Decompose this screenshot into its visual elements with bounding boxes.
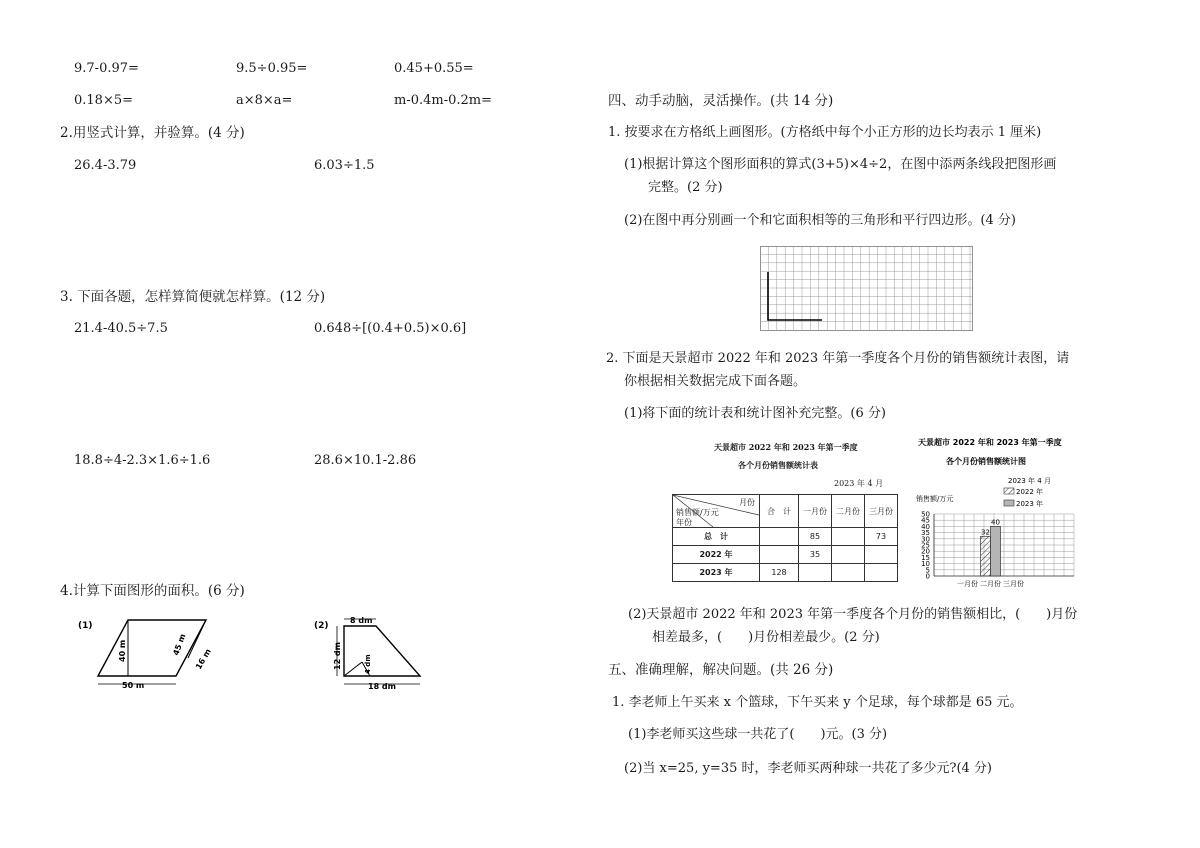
chart-ylabel: 销售额/万元 (916, 495, 954, 503)
x-tick-label: 三月份 (1003, 580, 1024, 588)
table-cell (760, 546, 799, 564)
r-question-1-sub1: (1)根据计算这个图形面积的算式(3+5)×4÷2，在图中添两条线段把图形画 (624, 157, 1057, 172)
r-question-2-title-cont: 你根据相关数据完成下面各题。 (624, 374, 807, 389)
figure-2-inner-label: 4 dm (364, 654, 372, 674)
calc-item: 0.18×5= (74, 93, 134, 108)
table-cell (832, 546, 865, 564)
r5-question-1: 1. 李老师上午买来 x 个篮球，下午买来 y 个足球，每个球都是 65 元。 (612, 695, 1023, 710)
chart-subtitle: 各个月份销售额统计图 (946, 457, 1026, 466)
figure-1-side-label: 16 m (193, 647, 213, 671)
r-question-1-sub2: (2)在图中再分别画一个和它面积相等的三角形和平行四边形。(4 分) (624, 213, 1016, 228)
header-year: 年份 (676, 518, 692, 527)
calc-item: a×8×a= (236, 93, 293, 108)
y-tick-label: 0 (925, 572, 930, 581)
r-question-2-sub2: (2)天景超市 2022 年和 2023 年第一季度各个月份的销售额相比，( )月份 (628, 607, 1078, 622)
table-cell (799, 564, 832, 582)
y-tick-label: 20 (921, 547, 930, 556)
row-label: 总 计 (673, 528, 760, 546)
question-2-title: 2.用竖式计算，并验算。(4 分) (60, 125, 245, 141)
figure-1-base-label: 50 m (122, 681, 145, 690)
bar-2023年 (991, 526, 1001, 576)
y-tick-label: 45 (921, 516, 930, 525)
question-3-title: 3. 下面各题，怎样算简便就怎样算。(12 分) (60, 289, 326, 305)
y-tick-label: 35 (921, 529, 930, 538)
vertical-calc-item: 26.4-3.79 (74, 158, 137, 173)
table-cell (760, 528, 799, 546)
section-4-title: 四、动手动脑，灵活操作。(共 14 分) (608, 93, 834, 109)
simplify-calc-item: 0.648÷[(0.4+0.5)×0.6] (314, 321, 467, 336)
y-tick-label: 40 (921, 522, 930, 531)
table-cell: 73 (865, 528, 898, 546)
x-tick-label: 二月份 (980, 580, 1001, 588)
figure-2 (310, 612, 430, 694)
row-label: 2022 年 (673, 546, 760, 564)
figure-1-height-label: 40 m (118, 639, 127, 662)
vertical-calc-item: 6.03÷1.5 (314, 158, 375, 173)
table-row (673, 528, 898, 546)
legend-swatch-2023 (1004, 500, 1014, 506)
partial-figure-lines (768, 272, 822, 320)
header-amount: 销售额/万元 (676, 508, 719, 517)
sales-bar-chart (908, 430, 1080, 592)
header-month: 月份 (739, 498, 755, 507)
r5-question-1-sub2: (2)当 x=25, y=35 时，李老师买两种球一共花了多少元?(4 分) (624, 761, 993, 776)
r-question-2-sub1: (1)将下面的统计表和统计图补充完整。(6 分) (624, 406, 886, 421)
col-header: 二月份 (832, 495, 865, 528)
figure-1-side-label: 45 m (171, 632, 188, 657)
col-header: 一月份 (799, 495, 832, 528)
table-header-diagonal (673, 495, 760, 528)
table-cell: 128 (760, 564, 799, 582)
y-tick-label: 15 (921, 553, 930, 562)
table-cell: 35 (799, 546, 832, 564)
figure-2-top-label: 8 dm (350, 616, 373, 625)
calc-item: 0.45+0.55= (394, 61, 474, 76)
table-date: 2023 年 4 月 (834, 479, 884, 488)
legend-label-2022: 2022 年 (1016, 488, 1044, 496)
y-tick-label: 25 (921, 541, 930, 550)
calc-item: m-0.4m-0.2m= (394, 93, 493, 108)
bar-2022年 (981, 536, 991, 576)
y-tick-label: 5 (925, 566, 930, 575)
sales-statistics-table (672, 494, 898, 582)
legend-swatch-2022 (1004, 488, 1014, 494)
figure-2-left-label: 12 dm (333, 642, 342, 670)
table-cell (865, 546, 898, 564)
simplify-calc-item: 21.4-40.5÷7.5 (74, 321, 168, 336)
y-tick-label: 10 (921, 560, 930, 569)
y-tick-label: 30 (921, 535, 930, 544)
section-5-title: 五、准确理解，解决问题。(共 26 分) (608, 662, 834, 678)
r-question-2-title: 2. 下面是天景超市 2022 年和 2023 年第一季度各个月份的销售额统计表图，请 (606, 351, 1070, 366)
simplify-calc-item: 28.6×10.1-2.86 (314, 453, 417, 468)
table-title: 天景超市 2022 年和 2023 年第一季度 (714, 442, 858, 452)
calc-item: 9.5÷0.95= (236, 61, 308, 76)
figure-2-bottom-label: 18 dm (368, 682, 396, 691)
grid-paper (760, 246, 974, 332)
question-4-title: 4.计算下面图形的面积。(6 分) (60, 583, 245, 599)
table-cell (865, 564, 898, 582)
legend-label-2023: 2023 年 (1016, 500, 1044, 508)
y-tick-label: 50 (921, 510, 930, 519)
r-question-2-sub2-cont: 相差最多，( )月份相差最少。(2 分) (652, 630, 880, 645)
r-question-1-title: 1. 按要求在方格纸上画图形。(方格纸中每个小正方形的边长均表示 1 厘米) (608, 125, 1042, 140)
r-question-1-sub1-cont: 完整。(2 分) (648, 180, 723, 195)
simplify-calc-item: 18.8÷4-2.3×1.6÷1.6 (74, 453, 211, 468)
col-header: 三月份 (865, 495, 898, 528)
calc-item: 9.7-0.97= (74, 61, 139, 76)
r5-question-1-sub1: (1)李老师买这些球一共花了( )元。(3 分) (628, 727, 888, 742)
chart-date: 2023 年 4 月 (1008, 477, 1051, 485)
table-cell (832, 528, 865, 546)
table-cell (832, 564, 865, 582)
table-cell: 85 (799, 528, 832, 546)
table-row (673, 546, 898, 564)
figure-1 (72, 612, 232, 694)
col-header: 合 计 (760, 495, 799, 528)
figure-2-label: (2) (314, 621, 329, 631)
table-subtitle: 各个月份销售额统计表 (738, 460, 818, 470)
x-tick-label: 一月份 (957, 580, 978, 588)
row-label: 2023 年 (673, 564, 760, 582)
chart-title: 天景超市 2022 年和 2023 年第一季度 (918, 438, 1062, 447)
figure-1-label: (1) (78, 621, 93, 631)
table-row (673, 564, 898, 582)
bar-data-label: 32 (981, 528, 990, 537)
bar-data-label: 40 (991, 518, 1000, 527)
